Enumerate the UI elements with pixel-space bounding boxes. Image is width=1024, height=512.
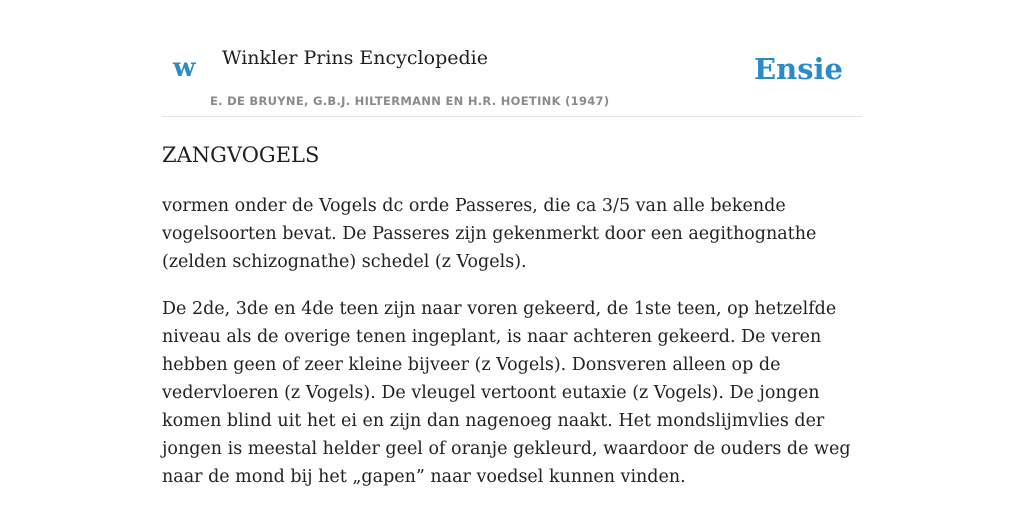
ensie-logo[interactable]: Ensie <box>754 52 843 86</box>
article-paragraph: vormen onder de Vogels dc orde Passeres, die ca 3/5 van alle bekende vogelsoorten bevat. De Passeres zijn gekenmerkt door een aegithognathe (zelden schizognathe) schedel (z Vogels). <box>162 196 817 272</box>
article-paragraph: De 2de, 3de en 4de teen zijn naar voren gekeerd, de 1ste teen, op hetzelfde niveau als de overige tenen ingeplant, is naar achteren gekeerd. De veren hebben geen of zeer kleine bijveer (z Vogels). Donsveren alleen op de vedervloeren (z Vogels). De vleugel vertoont eutaxie (z Vogels). De jongen komen blind uit het ei en zijn dan nagenoeg naakt. Het mondslijmvlies der jongen is meestal helder geel of oranje gekleurd, waardoor de ouders de weg naar de mond bij het „gapen” naar voedsel kunnen vinden. <box>162 299 851 487</box>
article-title: ZANGVOGELS <box>162 143 320 167</box>
authors-credit: E. DE BRUYNE, G.B.J. HILTERMANN EN H.R. HOETINK (1947) <box>210 94 610 108</box>
winkler-prins-logo[interactable]: w <box>173 53 196 83</box>
header <box>162 0 862 117</box>
site-title[interactable]: Winkler Prins Encyclopedie <box>222 47 488 69</box>
article-body <box>162 192 862 510</box>
